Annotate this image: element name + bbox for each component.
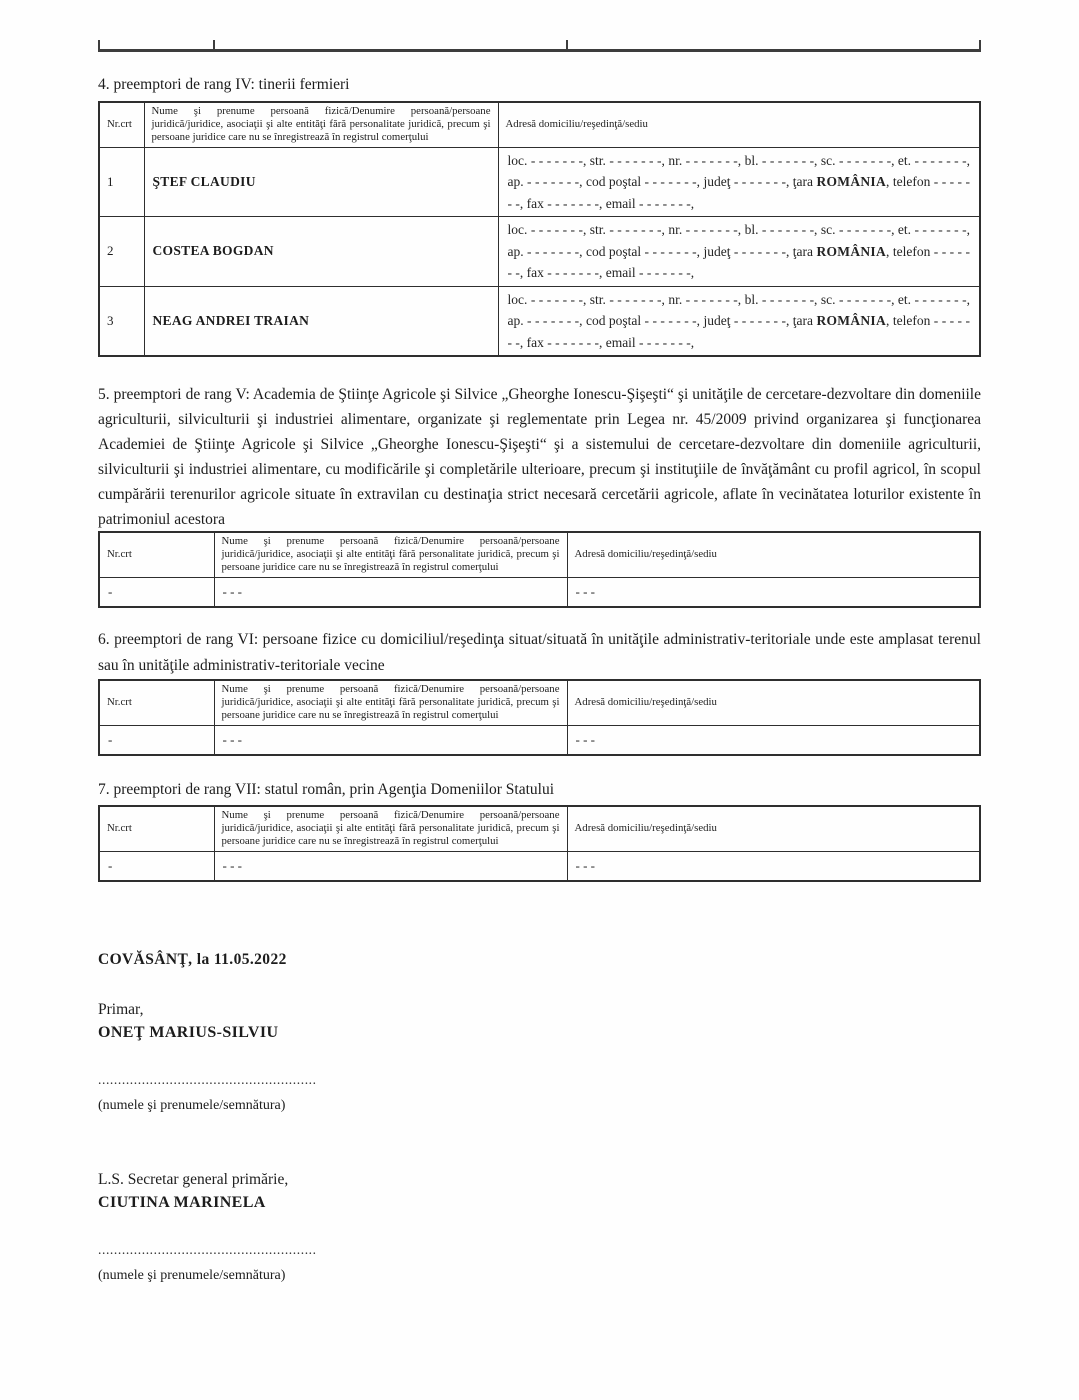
header-address: Adresă domiciliu/reşedinţă/sediu [498, 102, 980, 147]
table-edge-tick [213, 40, 215, 49]
address-cell [498, 147, 980, 217]
primar-name: ONEŢ MARIUS-SILVIU [98, 1024, 279, 1041]
row-number: 1 [99, 147, 144, 217]
address-text: loc. - - - - - - -, str. - - - - - - -, nr. - - - - - - -, bl. - - - - - - -, sc. - - - - - - -, et. - - - - - - -, ap. - - - - - - -, cod poştal - - - - - - -, judeţ - - - - - - -, ţara [507, 152, 970, 190]
header-name: Nume şi prenume persoană fizică/Denumire persoană/persoane juridică/juridice, asociaţii şi alte entităţi fără personalitate juridică, precum şi persoane juridice care nu se înregistrează în registrul comerţului [144, 102, 498, 147]
person-name: - - - [214, 577, 567, 607]
secretary-role-label: L.S. Secretar general primărie, [98, 1171, 289, 1188]
secretary-name: CIUTINA MARINELA [98, 1194, 266, 1211]
country-name: ROMÂNIA [816, 174, 887, 190]
previous-table-bottom-edge [98, 40, 981, 52]
address-cell [498, 217, 980, 287]
row-number: - [99, 577, 214, 607]
section7-heading: 7. preemptori de rang VII: statul român, prin Agenţia Domeniilor Statului [98, 781, 555, 798]
address-text: loc. - - - - - - -, str. - - - - - - -, nr. - - - - - - -, bl. - - - - - - -, sc. - - - - - - -, et. - - - - - - -, ap. - - - - - - -, cod poştal - - - - - - -, judeţ - - - - - - -, ţara [507, 222, 970, 259]
place-and-date: COVĂSÂNŢ, la 11.05.2022 [98, 951, 287, 968]
person-name: COSTEA BOGDAN [144, 217, 498, 287]
table-header-row [99, 806, 980, 851]
person-name: - - - [214, 851, 567, 881]
header-name: Nume şi prenume persoană fizică/Denumire persoană/persoane juridică/juridice, asociaţii şi alte entităţi fără personalitate juridică, precum şi persoane juridice care nu se înregistrează în registrul comerţului [214, 806, 567, 851]
rang6-table [98, 679, 981, 756]
header-nrcrt: Nr.crt [99, 806, 214, 851]
header-address: Adresă domiciliu/reşedinţă/sediu [567, 680, 980, 725]
country-name: ROMÂNIA [816, 243, 887, 259]
table-row [99, 147, 980, 217]
header-address: Adresă domiciliu/reşedinţă/sediu [567, 806, 980, 851]
table-header-row [99, 680, 980, 725]
header-name: Nume şi prenume persoană fizică/Denumire persoană/persoane juridică/juridice, asociaţii şi alte entităţi fără personalitate juridică, precum şi persoane juridice care nu se înregistrează în registrul comerţului [214, 680, 567, 725]
address-cell: - - - [567, 725, 980, 755]
table-row [99, 577, 980, 607]
table-row [99, 851, 980, 881]
header-address: Adresă domiciliu/reşedinţă/sediu [567, 532, 980, 577]
address-text: , telefon - - - - - - -, fax - - - - - - -, email - - - - - - -, [507, 243, 970, 281]
rang5-table [98, 531, 981, 608]
person-name: NEAG ANDREI TRAIAN [144, 286, 498, 356]
person-name: ŞTEF CLAUDIU [144, 147, 498, 217]
table-row [99, 217, 980, 287]
table-edge-tick [98, 40, 100, 49]
signature-caption: (numele şi prenumele/semnătura) [98, 1268, 286, 1283]
section6-heading: 6. preemptori de rang VI: persoane fizice cu domiciliul/reşedinţa situat/situată în unităţile administrativ-teritoriale unde este amplasat terenul sau în unităţile administrativ-teritoriale vecine [98, 631, 981, 674]
table-header-row [99, 102, 980, 147]
header-nrcrt: Nr.crt [99, 680, 214, 725]
row-number: 3 [99, 286, 144, 356]
signature-dotted-line: ....................................................... [98, 1072, 317, 1087]
address-text: , telefon - - - - - - -, fax - - - - - - -, email - - - - - - -, [507, 174, 970, 211]
header-name: Nume şi prenume persoană fizică/Denumire persoană/persoane juridică/juridice, asociaţii şi alte entităţi fără personalitate juridică, precum şi persoane juridice care nu se înregistrează în registrul comerţului [214, 532, 567, 577]
primar-role-label: Primar, [98, 1001, 144, 1018]
address-cell: - - - [567, 851, 980, 881]
rang7-table [98, 805, 981, 882]
address-text: loc. - - - - - - -, str. - - - - - - -, nr. - - - - - - -, bl. - - - - - - -, sc. - - - - - - -, et. - - - - - - -, ap. - - - - - - -, cod poştal - - - - - - -, judeţ - - - - - - -, ţara [507, 291, 970, 329]
table-row [99, 725, 980, 755]
section5-heading: 5. preemptori de rang V: Academia de Ştiinţe Agricole şi Silvice „Gheorghe Ionescu-Şişeşti“ şi unităţile de cercetare-dezvoltare din domeniile agriculturii, silviculturii şi industriei alimentare, organizate şi reglementate prin Legea nr. 45/2009 privind organizarea şi funcţionarea Academiei de Ştiinţe Agricole şi Silvice „Gheorghe Ionescu-Şişeşti“ şi a sistemului de cercetare-dezvoltare din domeniile agriculturii, silviculturii şi industriei alimentare, cu modificările şi completările ulterioare, precum şi instituţiile de învăţământ cu profil agricol, în scopul cumpărării terenurilor agricole situate în extravilan cu destinaţia strict necesară cercetării agricole, aflate în vecinătatea loturilor existente în patrimoniul acestora [98, 386, 981, 528]
table-edge-tick [979, 40, 981, 49]
section4-heading: 4. preemptori de rang IV: tinerii fermieri [98, 76, 350, 93]
table-row [99, 286, 980, 356]
header-nrcrt: Nr.crt [99, 102, 144, 147]
signature-caption: (numele şi prenumele/semnătura) [98, 1098, 286, 1113]
country-name: ROMÂNIA [816, 313, 887, 329]
header-nrcrt: Nr.crt [99, 532, 214, 577]
address-cell: - - - [567, 577, 980, 607]
address-cell [498, 286, 980, 356]
person-name: - - - [214, 725, 567, 755]
table-header-row [99, 532, 980, 577]
row-number: 2 [99, 217, 144, 287]
address-text: , telefon - - - - - - -, fax - - - - - - -, email - - - - - - -, [507, 313, 970, 350]
table-edge-tick [566, 40, 568, 49]
rang4-table [98, 101, 981, 357]
row-number: - [99, 851, 214, 881]
row-number: - [99, 725, 214, 755]
signature-dotted-line: ....................................................... [98, 1242, 317, 1257]
